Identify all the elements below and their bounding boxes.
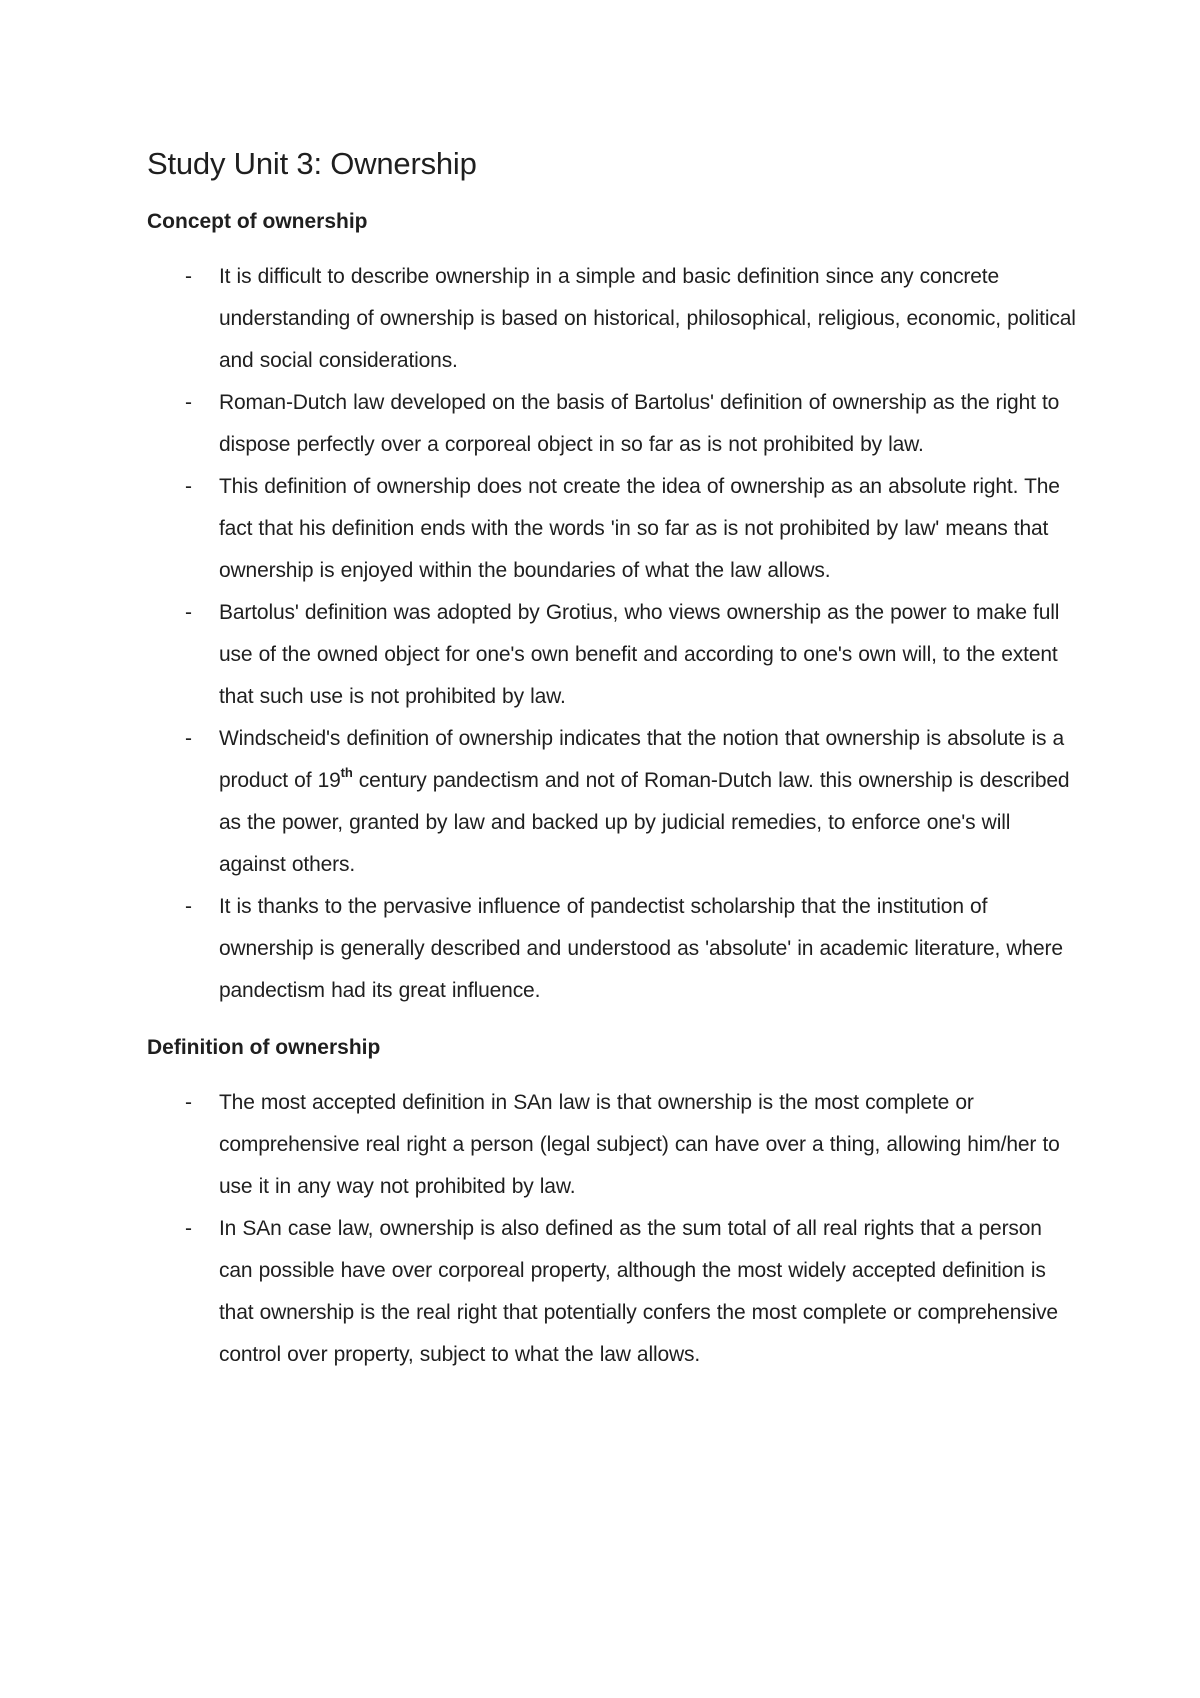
list-item — [147, 382, 1077, 466]
list-item-text: It is difficult to describe ownership in a simple and basic definition since any concrete understanding of ownership is based on historical, philosophical, religious, economic, political and social considerations. — [219, 265, 1076, 372]
list-item-text-before: Windscheid's definition of ownership indicates that the notion that ownership is absolute is a product of 19 — [219, 727, 1065, 792]
list-item-text: This definition of ownership does not create the idea of ownership as an absolute right. The fact that his definition ends with the words 'in so far as is not prohibited by law' means that ownership is enjoyed within the boundaries of what the law allows. — [219, 475, 1060, 582]
bullet-dash: - — [185, 391, 192, 414]
bullet-dash: - — [185, 265, 192, 288]
section-heading-definition: Definition of ownership — [147, 1036, 381, 1059]
bullet-list-definition — [147, 1082, 1077, 1376]
superscript-ordinal: th — [340, 765, 353, 780]
list-item — [147, 466, 1077, 592]
list-item — [147, 592, 1077, 718]
list-item-text: It is thanks to the pervasive influence of pandectist scholarship that the institution of ownership is generally described and understood as 'absolute' in academic literature, where pandectism had its great influence. — [219, 895, 1063, 1002]
document-body — [147, 144, 1077, 1398]
bullet-dash: - — [185, 1091, 192, 1114]
list-item — [147, 886, 1077, 1012]
list-item-text-after: century pandectism and not of Roman-Dutch law. this ownership is described as the power, granted by law and backed up by judicial remedies, to enforce one's will against others. — [219, 769, 1070, 876]
list-item-text: Bartolus' definition was adopted by Grotius, who views ownership as the power to make full use of the owned object for one's own benefit and according to one's own will, to the extent that such use is not prohibited by law. — [219, 601, 1060, 708]
bullet-dash: - — [185, 895, 192, 918]
bullet-dash: - — [185, 601, 192, 624]
list-item — [147, 1208, 1077, 1376]
document-title: Study Unit 3: Ownership — [147, 146, 477, 181]
list-item — [147, 1082, 1077, 1208]
list-item — [147, 718, 1077, 886]
bullet-dash: - — [185, 475, 192, 498]
bullet-dash: - — [185, 727, 192, 750]
list-item-text: The most accepted definition in SAn law is that ownership is the most complete or comprehensive real right a person (legal subject) can have over a thing, allowing him/her to use it in any way not prohibited by law. — [219, 1091, 1060, 1198]
list-item — [147, 256, 1077, 382]
list-item-text: In SAn case law, ownership is also defined as the sum total of all real rights that a person can possible have over corporeal property, although the most widely accepted definition is that ownership is the real right that potentially confers the most complete or comprehensive control over property, subject to what the law allows. — [219, 1217, 1058, 1366]
list-item-text: Roman-Dutch law developed on the basis of Bartolus' definition of ownership as the right to dispose perfectly over a corporeal object in so far as is not prohibited by law. — [219, 391, 1060, 456]
bullet-list-concept — [147, 256, 1077, 1012]
section-heading-concept: Concept of ownership — [147, 210, 368, 233]
bullet-dash: - — [185, 1217, 192, 1240]
